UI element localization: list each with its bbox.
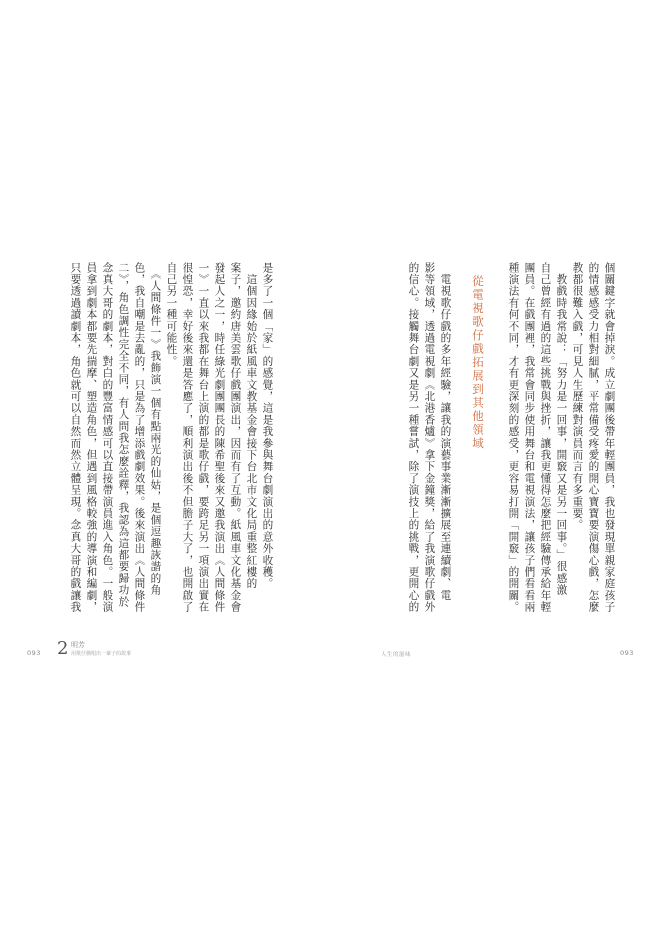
chapter-title: 明芳 bbox=[71, 641, 85, 649]
left-col-12: 員拿到劇本都要先揣摩、塑造角色，但遇到風格較強的導演和編劇， bbox=[85, 262, 98, 613]
left-col-7: 自己另一種可能性。 bbox=[165, 262, 178, 368]
left-col-4: 發起人之一，時任綠光劇團團長的陳希聖後來又邀我演出《人間條件 bbox=[213, 262, 226, 613]
left-col-1: 是多了一個「家」的感覺，這是我參與舞台劇演出的意外收穫。 bbox=[261, 262, 274, 590]
right-col-6: 團員。在戲團裡，我常會同步使用舞台和電視演法，讓孩子們看看兩 bbox=[523, 262, 536, 613]
right-col-1: 個關鍵字就會掉淚。成立劇團後帶年輕團員，我也發現單親家庭孩子 bbox=[603, 262, 616, 613]
left-col-9: 色，我自嘲是去亂的，只是為了增添戲劇效果。後來演出《人間條件 bbox=[133, 262, 146, 613]
chapter-subtitle: 用歌仔戲唱出一輩子的故事 bbox=[71, 651, 132, 657]
right-col-3: 教都很難入戲，可見人生歷練對演員而言有多重要。 bbox=[571, 262, 584, 532]
left-col-13: 只要透過讀劇本，角色就可以自然而然立體呈現。念真大哥的戲讓我 bbox=[69, 262, 82, 613]
section-heading: 從電視歌仔戲拓展到其他領域 bbox=[471, 275, 485, 451]
right-col-5: 自己曾經有過的這些挑戰與挫折，讓我更懂得怎麼把經驗傳承給年輕 bbox=[539, 262, 552, 613]
left-col-3: 案子，邀約唐美雲歌仔戲團演出，因而有了互動。紙風車文化基金會 bbox=[229, 262, 242, 613]
left-col-2: 這個因緣始於紙風車文教基金會接下台北市文化局重整紅樓的 bbox=[245, 262, 258, 590]
right-col-2: 的情感感受力相對細膩，平常備受疼愛的開心寶寶要演傷心戲，怎麼 bbox=[587, 262, 600, 613]
running-head: 人生的滋味 bbox=[381, 652, 412, 658]
right-col-8: 電視歌仔戲的多年經驗，讓我的演藝事業漸漸擴展至連續劇、電 bbox=[439, 262, 452, 602]
left-col-11: 念真大哥的劇本，對白的豐富情感可以直接帶演員進入角色。一般演 bbox=[101, 262, 114, 613]
left-col-10: 二》，角色調性完全不同，有人問我怎麼詮釋，我認為這都要歸功於 bbox=[117, 262, 130, 608]
left-page-number: 093 bbox=[27, 649, 41, 657]
left-col-5: 一》一直以來我都在舞台上演的都是歌仔戲，要跨足另一項演出實在 bbox=[197, 262, 210, 613]
right-page-number: 093 bbox=[620, 649, 634, 657]
right-col-10: 的信心。接觸舞台劇又是另一種嘗試，除了演技上的挑戰，更開心的 bbox=[407, 262, 420, 613]
right-col-4: 教戲時我常說：「努力是一回事，開竅又是另一回事。」很感激 bbox=[555, 262, 568, 596]
left-col-6: 很惶恐，幸好後來還是答應了，順利演出後不但膽子大了，也開啟了 bbox=[181, 262, 194, 613]
chapter-number: 2 bbox=[57, 638, 69, 659]
left-col-8: 《人間條件一》我飾演一個有點兩光的仙姑，是個逗趣詼諧的角 bbox=[149, 262, 162, 596]
right-col-7: 種演法有何不同，才有更深刻的感受，更容易打開「開竅」的開關。 bbox=[507, 262, 520, 613]
right-col-9: 影等領域，透過電視劇《北港香爐》拿下金鐘獎，給了我演歌仔戲外 bbox=[423, 262, 436, 613]
